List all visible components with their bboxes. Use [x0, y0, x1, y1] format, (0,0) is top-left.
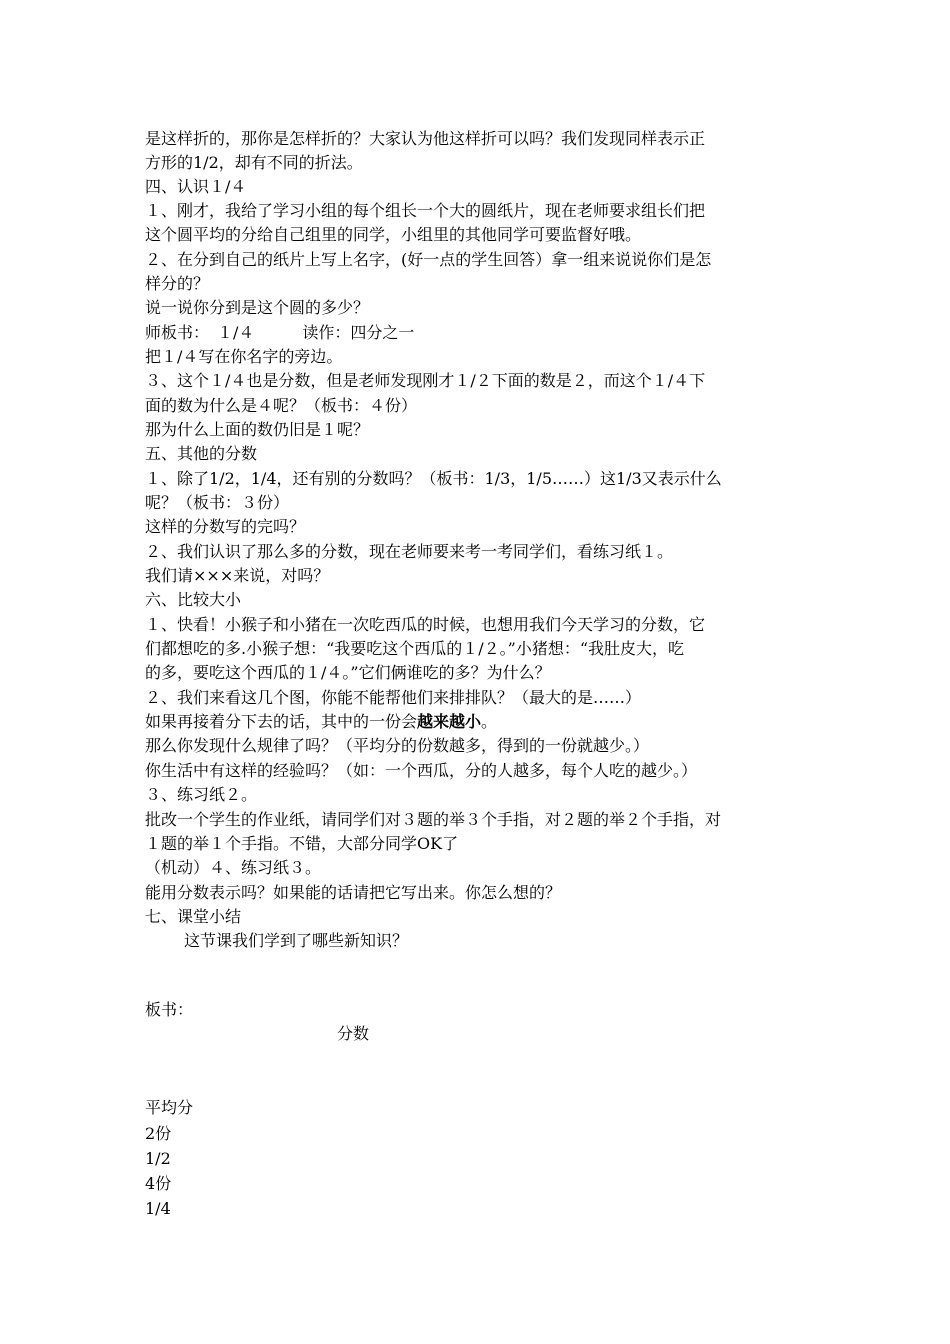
text-line: 是这样折的，那你是怎样折的？大家认为他这样折可以吗？我们发现同样表示正 [145, 129, 706, 148]
text-line: ３、这个１/４也是分数，但是老师发现刚才１/２下面的数是２，而这个１/４下 [145, 371, 706, 390]
section-heading: 六、比较大小 [145, 590, 242, 609]
board-label: 板书： [145, 1000, 194, 1019]
text-line: 我们请×××来说，对吗？ [145, 566, 330, 585]
text-fragment: 如果再接着分下去的话，其中的一份会 [145, 712, 418, 731]
text-line: 把１/４写在你名字的旁边。 [145, 347, 343, 366]
text-line: 这个圆平均的分给自己组里的同学，小组里的其他同学可要监督好哦。 [145, 225, 642, 244]
text-line: １、快看！小猴子和小猪在一次吃西瓜的时候，也想用我们今天学习的分数，它 [145, 615, 706, 634]
text-line: ３、练习纸２。 [145, 785, 258, 804]
summary-question: 这节课我们学到了哪些新知识？ [184, 931, 409, 950]
text-line: 们都想吃的多.小猴子想：“我要吃这个西瓜的１/２。”小猪想：“我肚皮大，吃 [145, 639, 685, 658]
text-line: 这样的分数写的完吗？ [145, 517, 306, 536]
emphasis-text: 越来越小 [417, 712, 482, 731]
text-line: 那么你发现什么规律了吗？（平均分的份数越多，得到的一份就越少。） [145, 736, 650, 755]
board-item: 平均分 [145, 1098, 194, 1117]
text-line-with-emphasis [145, 710, 810, 734]
text-fragment: 。 [481, 712, 498, 731]
board-item: 2份 [145, 1124, 172, 1143]
text-line: 面的数为什么是４呢？（板书：４份） [145, 396, 418, 415]
board-item: 1/2 [145, 1149, 171, 1168]
text-line: 你生活中有这样的经验吗？（如：一个西瓜，分的人越多，每个人吃的越少。） [145, 761, 698, 780]
board-item: 4份 [145, 1174, 172, 1193]
text-line: ２、我们来看这几个图，你能不能帮他们来排排队？（最大的是……） [145, 688, 642, 707]
text-line: 的多，要吃这个西瓜的１/４。”它们俩谁吃的多？为什么？ [145, 663, 551, 682]
section-heading: 四、认识１/４ [145, 177, 247, 196]
text-line: ２、我们认识了那么多的分数，现在老师要来考一考同学们，看练习纸１。 [145, 542, 674, 561]
text-line: 呢？（板书：３份） [145, 493, 290, 512]
board-item: 1/4 [145, 1199, 171, 1218]
text-line: １、刚才，我给了学习小组的每个组长一个大的圆纸片，现在老师要求组长们把 [145, 201, 706, 220]
section-heading: 五、其他的分数 [145, 444, 258, 463]
text-line: （机动）４、练习纸３。 [145, 858, 322, 877]
section-heading: 七、课堂小结 [145, 907, 242, 926]
text-line: 方形的1/2，却有不同的折法。 [145, 153, 363, 172]
text-line: １、除了1/2，1/4，还有别的分数吗？（板书：1/3，1/5……）这1/3又表示什么 [145, 469, 722, 488]
text-line: 说一说你分到是这个圆的多少？ [145, 298, 370, 317]
text-line: 样分的？ [145, 274, 210, 293]
text-line: 那为什么上面的数仍旧是１呢？ [145, 420, 370, 439]
text-line: ２、在分到自己的纸片上写上名字，(好一点的学生回答）拿一组来说说你们是怎 [145, 250, 712, 269]
text-line: １题的举１个手指。不错，大部分同学OK了 [145, 834, 459, 853]
text-line: 能用分数表示吗？如果能的话请把它写出来。你怎么想的？ [145, 883, 562, 902]
text-line: 批改一个学生的作业纸，请同学们对３题的举３个手指，对２题的举２个手指，对 [145, 810, 722, 829]
board-title: 分数 [337, 1024, 370, 1043]
text-line: 师板书： １/４ 读作：四分之一 [145, 323, 415, 342]
